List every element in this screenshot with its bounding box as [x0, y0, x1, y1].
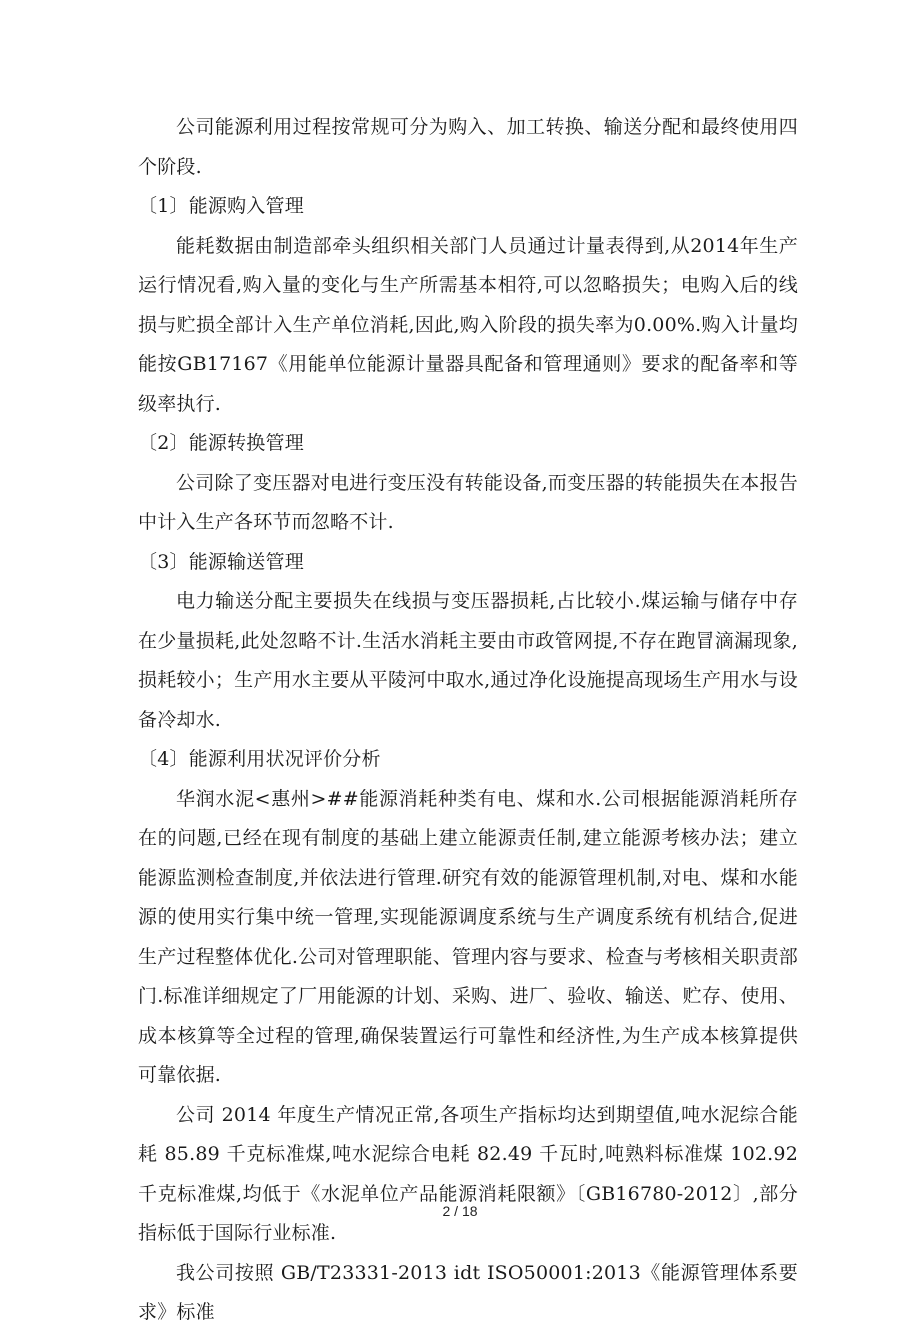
paragraph-intro: 公司能源利用过程按常规可分为购入、加工转换、输送分配和最终使用四个阶段. — [138, 116, 798, 178]
paragraph-production-2014: 公司 2014 年度生产情况正常,各项生产指标均达到期望值,吨水泥综合能耗 85.89 千克标准煤,吨水泥综合电耗 82.49 千瓦时,吨熟料标准煤 102.92 千克标准煤,均低于《水泥单位产品能源消耗限额》〔GB16780-2012〕,部分指标低于国际行业标准. — [138, 1103, 798, 1244]
section-heading-conversion: 〔2〕能源转换管理 — [138, 432, 304, 454]
paragraph-iso50001: 我公司按照 GB/T23331-2013 idt ISO50001:2013《能源管理体系要求》标准 — [138, 1261, 798, 1323]
document-body — [138, 108, 798, 1333]
section-heading-evaluation: 〔4〕能源利用状况评价分析 — [138, 748, 381, 770]
paragraph-transport: 电力输送分配主要损失在线损与变压器损耗,占比较小.煤运输与储存中存在少量损耗,此处忽略不计.生活水消耗主要由市政管网提,不存在跑冒滴漏现象,损耗较小；生产用水主要从平陵河中取水,通过净化设施提高现场生产用水与设备冷却水. — [138, 590, 798, 731]
paragraph-conversion: 公司除了变压器对电进行变压没有转能设备,而变压器的转能损失在本报告中计入生产各环节而忽略不计. — [138, 471, 798, 533]
section-heading-purchase: 〔1〕能源购入管理 — [138, 195, 304, 217]
section-heading-transport: 〔3〕能源输送管理 — [138, 550, 304, 573]
page-number: 2 / 18 — [442, 1203, 478, 1219]
paragraph-evaluation: 华润水泥<惠州>##能源消耗种类有电、煤和水.公司根据能源消耗所存在的问题,已经在现有制度的基础上建立能源责任制,建立能源考核办法；建立能源监测检查制度,并依法进行管理.研究有效的能源管理机制,对电、煤和水能源的使用实行集中统一管理,实现能源调度系统与生产调度系统有机结合,促进生产过程整体优化.公司对管理职能、管理内容与要求、检查与考核相关职责部门.标准详细规定了厂用能源的计划、采购、进厂、验收、输送、贮存、使用、成本核算等全过程的管理,确保装置运行可靠性和经济性,为生产成本核算提供可靠依据. — [138, 787, 798, 1086]
paragraph-purchase: 能耗数据由制造部牵头组织相关部门人员通过计量表得到,从2014年生产运行情况看,购入量的变化与生产所需基本相符,可以忽略损失；电购入后的线损与贮损全部计入生产单位消耗,因此,购入阶段的损失率为0.00%.购入计量均能按GB17167《用能单位能源计量器具配备和管理通则》要求的配备率和等级率执行. — [138, 234, 798, 415]
